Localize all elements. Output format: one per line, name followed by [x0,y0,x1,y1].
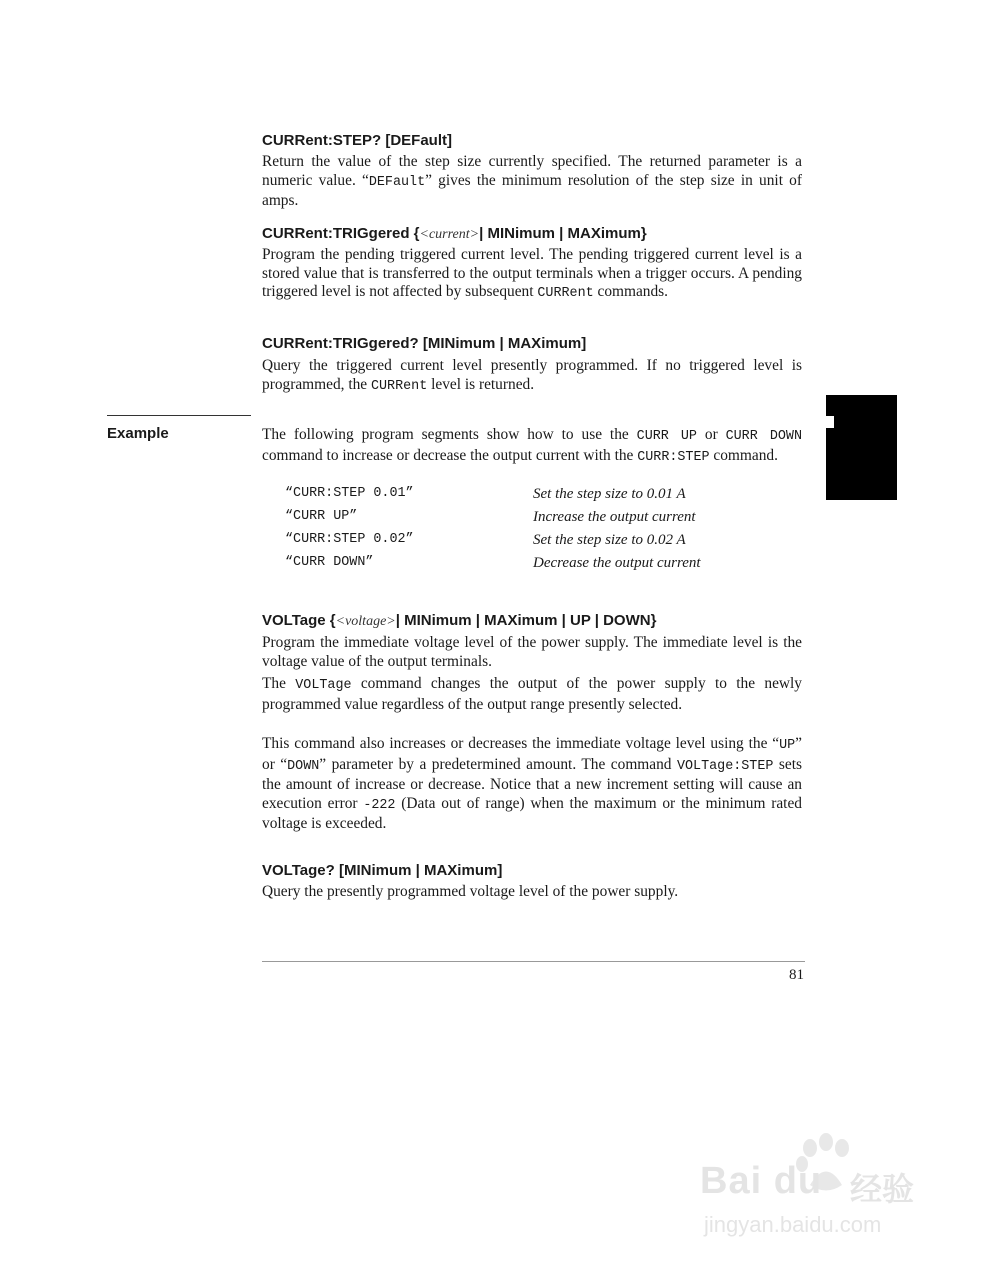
example-row [285,530,805,550]
example-code: “CURR:STEP 0.02” [285,532,414,547]
current-argument: <current> [419,227,480,242]
example-row [285,484,805,504]
paragraph-current-step-query: Return the value of the step size currently specified. The returned parameter is a numeric value. “DEFault” gives the minimum resolution of the step size in unit of amps. [262,153,802,209]
chapter-tab-notch [826,416,834,428]
example-intro: The following program segments show how to use the CURR UP or CURR DOWN command to increase or decrease the output current with the CURR:STEP command. [262,426,802,465]
paragraph-voltage-query: Query the presently programmed voltage level of the power supply. [262,883,679,900]
footer-rule [262,961,805,962]
watermark-brand: Bai du [700,1160,823,1202]
paragraph-voltage-2: The VOLTage command changes the output of the power supply to the newly programmed value regardless of the output range presently selected. [262,675,802,713]
code-voltage: VOLTage [295,678,352,693]
code-voltage-step: VOLTage:STEP [676,758,774,774]
code-down: DOWN [287,758,320,774]
example-description: Increase the output current [533,509,696,525]
code-curr-up: CURR UP [636,429,697,444]
baidu-watermark [700,1130,940,1250]
watermark-url: jingyan.baidu.com [704,1212,882,1237]
paragraph-current-triggered-query: Query the triggered current level presently programmed. If no triggered level is programmed, the CURRent level is returned. [262,357,802,394]
heading-current-triggered: CURRent:TRIGgered {<current>| MINimum | MAXimum} [262,225,647,242]
paragraph-voltage-3: This command also increases or decreases the immediate voltage level using the “UP” or “DOWN” parameter by a predetermined amount. The command VOLTage:STEP sets the amount of increase or decrease. Notice that a new increment setting will cause an execution error -222 (Data out of range) when the maximum or the minimum rated voltage is exceeded. [262,735,802,832]
page-number: 81 [789,967,804,983]
code-current: CURRent [537,286,594,301]
heading-voltage: VOLTage {<voltage>| MINimum | MAXimum | UP | DOWN} [262,612,657,629]
example-row [285,507,805,527]
heading-voltage-query: VOLTage? [MINimum | MAXimum] [262,862,503,879]
example-label: Example [107,425,169,442]
example-description: Set the step size to 0.01 A [533,486,686,502]
example-description: Decrease the output current [533,555,701,571]
paragraph-current-triggered: Program the pending triggered current level. The pending triggered current level is a stored value that is transferred to the output terminals when a trigger occurs. A pending triggered level is not affected by subsequent CURRent commands. [262,246,802,301]
voltage-argument: <voltage> [335,614,396,629]
example-description: Set the step size to 0.02 A [533,532,686,548]
code-curr-down: CURR DOWN [725,429,802,444]
example-rule [107,415,251,416]
code-default: DEFault [368,174,426,190]
example-code: “CURR:STEP 0.01” [285,486,414,501]
code-curr-step: CURR:STEP [637,449,710,465]
code-error-222: -222 [363,797,396,813]
heading-current-triggered-query: CURRent:TRIGgered? [MINimum | MAXimum] [262,335,587,352]
example-code: “CURR DOWN” [285,555,374,570]
example-row [285,553,805,573]
heading-current-step-query: CURRent:STEP? [DEFault] [262,132,452,149]
paragraph-voltage-1: Program the immediate voltage level of the power supply. The immediate level is the voltage value of the output terminals. [262,634,802,670]
example-code: “CURR UP” [285,509,358,524]
chapter-tab-marker [826,395,897,500]
code-current: CURRent [370,378,428,394]
code-up: UP [779,738,796,753]
watermark-cjk: 经验 [850,1171,915,1207]
